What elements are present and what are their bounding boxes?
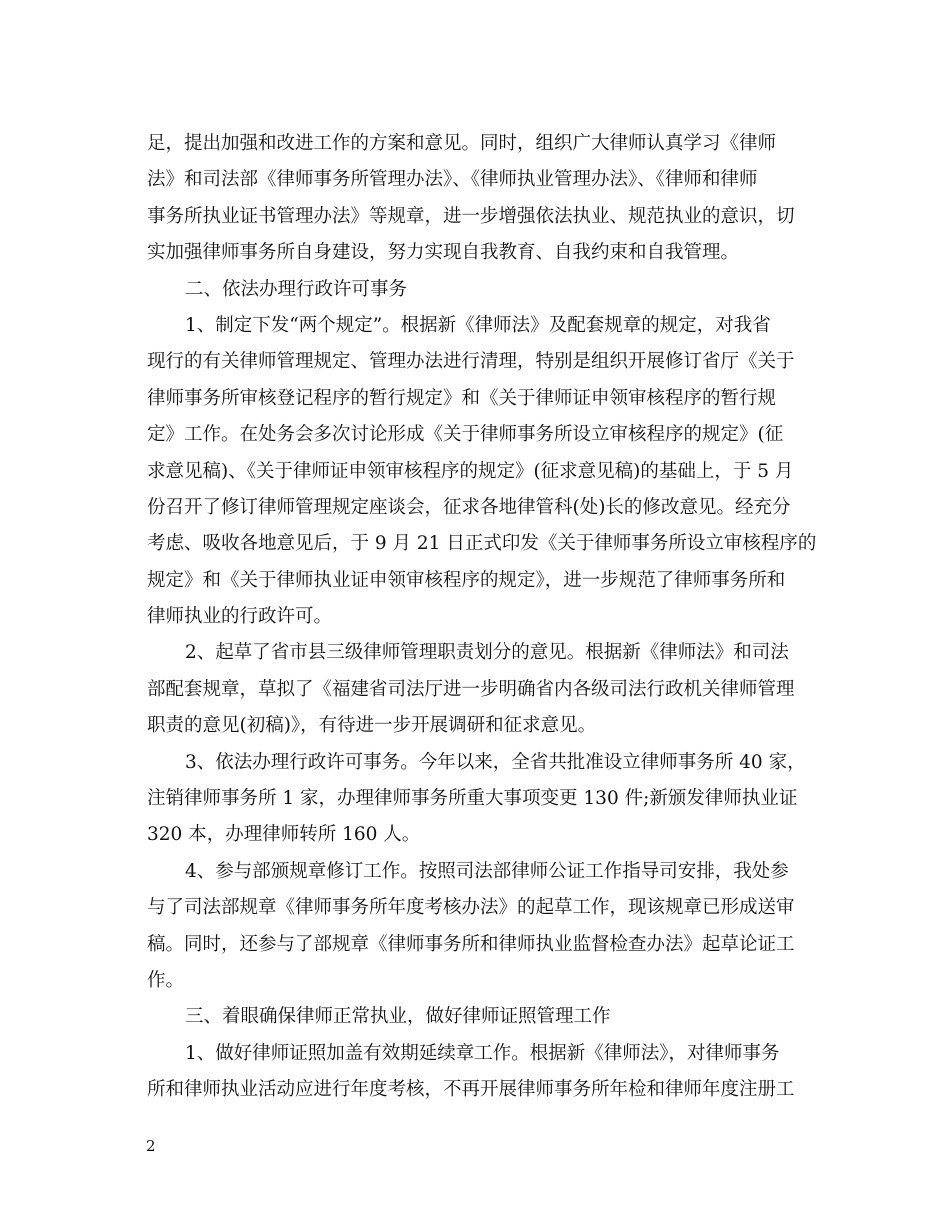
paragraph-line: 与了司法部规章《律师事务所年度考核办法》的起草工作，现该规章已形成送审 [147, 897, 795, 919]
document-body [147, 126, 817, 1109]
paragraph-line: 现行的有关律师管理规定、管理办法进行清理，特别是组织开展修订省厅《关于 [147, 351, 795, 373]
paragraph-line: 稿。同时，还参与了部规章《律师事务所和律师执业监督检查办法》起草论证工 [147, 933, 795, 955]
paragraph-line: 作。 [147, 969, 185, 991]
paragraph-line: 部配套规章，草拟了《福建省司法厅进一步明确省内各级司法行政机关律师管理 [147, 678, 795, 700]
paragraph-line: 职责的意见(初稿)》，有待进一步开展调研和征求意见。 [147, 715, 597, 737]
page-number: 2 [146, 1137, 156, 1155]
paragraph-line: 律师事务所审核登记程序的暂行规定》和《关于律师证申领审核程序的暂行规 [147, 387, 777, 409]
paragraph-line: 1、制定下发“两个规定”。根据新《律师法》及配套规章的规定，对我省 [185, 314, 771, 336]
paragraph-line: 规定》和《关于律师执业证申领审核程序的规定》，进一步规范了律师事务所和 [147, 569, 786, 591]
paragraph-line: 所和律师执业活动应进行年度考核，不再开展律师事务所年检和律师年度注册工 [147, 1079, 795, 1101]
paragraph-line: 求意见稿)、《关于律师证申领审核程序的规定》(征求意见稿)的基础上，于 5 月 [147, 460, 794, 482]
section-heading: 三、着眼确保律师正常执业，做好律师证照管理工作 [185, 1006, 611, 1028]
paragraph-line: 律师执业的行政许可。 [147, 606, 333, 628]
paragraph-line: 4、参与部颁规章修订工作。按照司法部律师公证工作指导司安排，我处参 [185, 860, 789, 882]
paragraph-line: 法》和司法部《律师事务所管理办法》、《律师执业管理办法》、《律师和律师 [147, 169, 758, 191]
paragraph-line: 定》工作。在处务会多次讨论形成《关于律师事务所设立审核程序的规定》(征 [147, 424, 784, 446]
paragraph-line: 2、起草了省市县三级律师管理职责划分的意见。根据新《律师法》和司法 [185, 642, 789, 664]
paragraph-line: 事务所执业证书管理办法》等规章，进一步增强依法执业、规范执业的意识，切 [147, 205, 795, 227]
paragraph-line: 320 本，办理律师转所 160 人。 [147, 824, 421, 846]
paragraph-line: 实加强律师事务所自身建设，努力实现自我教育、自我约束和自我管理。 [147, 242, 740, 264]
paragraph-line: 3、依法办理行政许可事务。今年以来，全省共批准设立律师事务所 40 家， [185, 751, 806, 773]
paragraph-line: 份召开了修订律师管理规定座谈会，征求各地律管科(处)长的修改意见。经充分 [147, 496, 791, 518]
section-heading: 二、依法办理行政许可事务 [185, 278, 408, 300]
paragraph-line: 1、做好律师证照加盖有效期延续章工作。根据新《律师法》，对律师事务 [185, 1042, 780, 1064]
paragraph-line: 足，提出加强和改进工作的方案和意见。同时，组织广大律师认真学习《律师 [147, 133, 777, 154]
paragraph-line: 注销律师事务所 1 家，办理律师事务所重大事项变更 130 件;新颁发律师执业证 [147, 788, 798, 810]
paragraph-line: 考虑、吸收各地意见后，于 9 月 21 日正式印发《关于律师事务所设立审核程序的 [147, 533, 817, 555]
